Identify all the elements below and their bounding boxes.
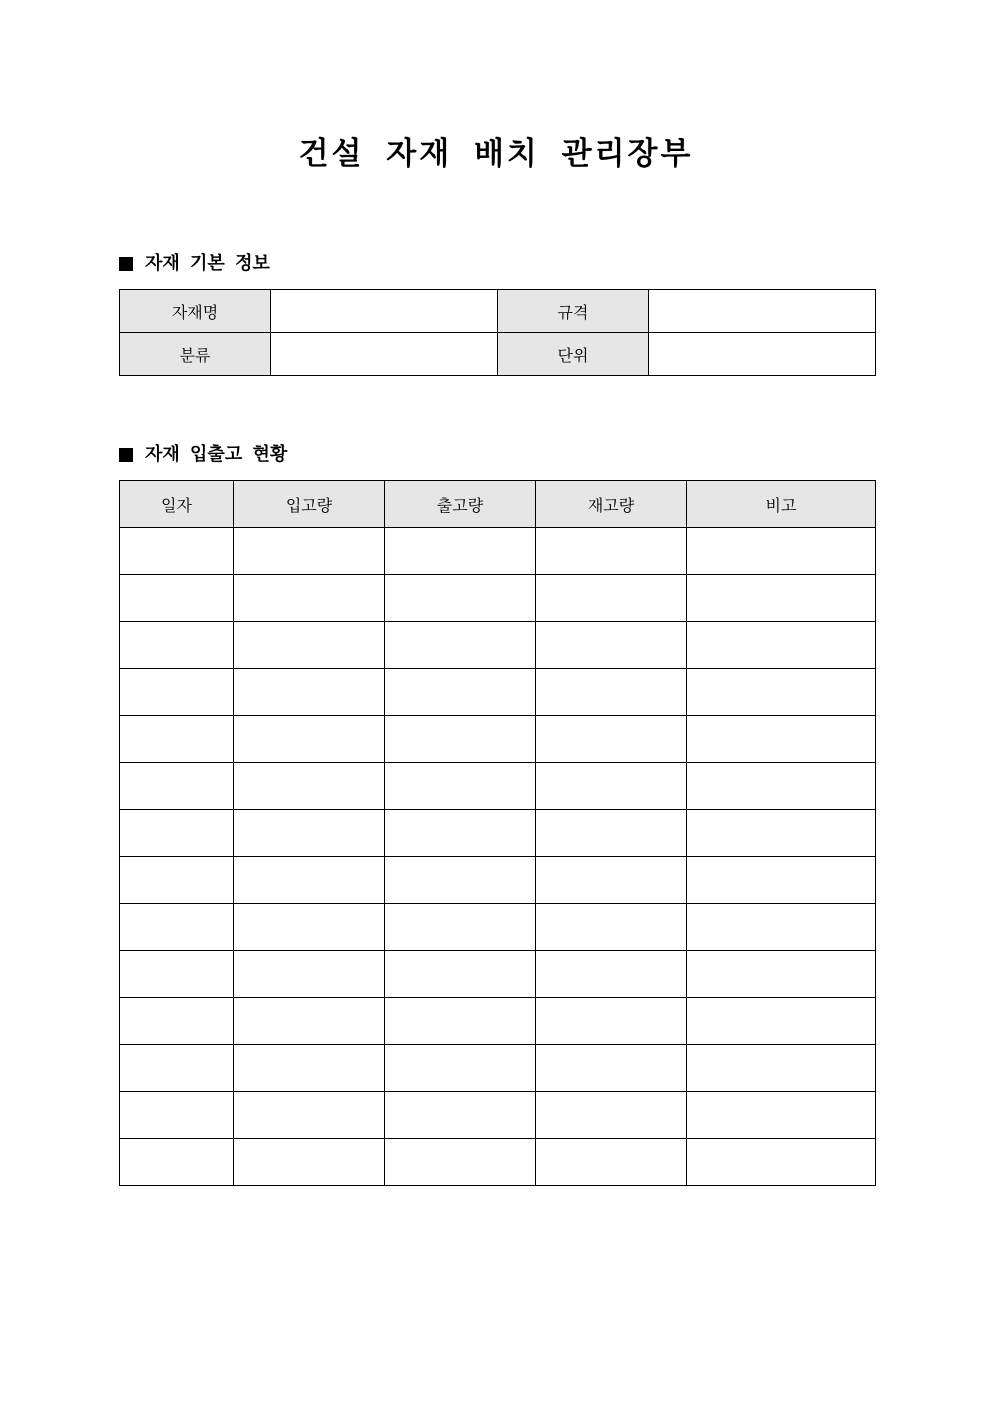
issued-cell[interactable]: [385, 763, 536, 810]
received-cell[interactable]: [234, 669, 385, 716]
issued-cell[interactable]: [385, 1092, 536, 1139]
table-row: [120, 716, 876, 763]
column-header-received: 입고량: [234, 481, 385, 528]
issued-cell[interactable]: [385, 575, 536, 622]
remarks-cell[interactable]: [687, 716, 876, 763]
remarks-cell[interactable]: [687, 1139, 876, 1186]
stock-cell[interactable]: [536, 763, 687, 810]
received-cell[interactable]: [234, 622, 385, 669]
table-row: [120, 1045, 876, 1092]
table-row: [120, 763, 876, 810]
stock-cell[interactable]: [536, 575, 687, 622]
remarks-cell[interactable]: [687, 1045, 876, 1092]
unit-field[interactable]: [649, 333, 876, 376]
table-header-row: [120, 481, 876, 528]
table-row: [120, 1139, 876, 1186]
stock-cell[interactable]: [536, 951, 687, 998]
stock-cell[interactable]: [536, 1092, 687, 1139]
date-cell[interactable]: [120, 528, 234, 575]
remarks-cell[interactable]: [687, 857, 876, 904]
date-cell[interactable]: [120, 810, 234, 857]
received-cell[interactable]: [234, 1045, 385, 1092]
received-cell[interactable]: [234, 857, 385, 904]
square-bullet-icon: [119, 257, 133, 271]
table-row: [120, 857, 876, 904]
inout-status-table: [119, 480, 876, 1186]
stock-cell[interactable]: [536, 669, 687, 716]
remarks-cell[interactable]: [687, 904, 876, 951]
column-header-date: 일자: [120, 481, 234, 528]
column-header-remarks: 비고: [687, 481, 876, 528]
table-row: [120, 575, 876, 622]
issued-cell[interactable]: [385, 1045, 536, 1092]
issued-cell[interactable]: [385, 998, 536, 1045]
remarks-cell[interactable]: [687, 575, 876, 622]
label-category: 분류: [120, 333, 271, 376]
issued-cell[interactable]: [385, 669, 536, 716]
table-row: [120, 290, 876, 333]
section-heading-label: 자재 입출고 현황: [145, 444, 288, 465]
remarks-cell[interactable]: [687, 998, 876, 1045]
remarks-cell[interactable]: [687, 1092, 876, 1139]
page-title: 건설 자재 배치 관리장부: [298, 136, 694, 172]
date-cell[interactable]: [120, 904, 234, 951]
stock-cell[interactable]: [536, 998, 687, 1045]
issued-cell[interactable]: [385, 1139, 536, 1186]
table-row: [120, 333, 876, 376]
specification-field[interactable]: [649, 290, 876, 333]
remarks-cell[interactable]: [687, 810, 876, 857]
received-cell[interactable]: [234, 716, 385, 763]
issued-cell[interactable]: [385, 857, 536, 904]
issued-cell[interactable]: [385, 622, 536, 669]
date-cell[interactable]: [120, 951, 234, 998]
date-cell[interactable]: [120, 1139, 234, 1186]
remarks-cell[interactable]: [687, 622, 876, 669]
date-cell[interactable]: [120, 857, 234, 904]
remarks-cell[interactable]: [687, 763, 876, 810]
material-name-field[interactable]: [271, 290, 498, 333]
category-field[interactable]: [271, 333, 498, 376]
received-cell[interactable]: [234, 528, 385, 575]
stock-cell[interactable]: [536, 528, 687, 575]
date-cell[interactable]: [120, 622, 234, 669]
date-cell[interactable]: [120, 1092, 234, 1139]
stock-cell[interactable]: [536, 904, 687, 951]
received-cell[interactable]: [234, 951, 385, 998]
received-cell[interactable]: [234, 998, 385, 1045]
date-cell[interactable]: [120, 575, 234, 622]
section-heading-basic-info: [119, 252, 270, 276]
stock-cell[interactable]: [536, 1139, 687, 1186]
section-heading-inout-status: [119, 443, 287, 467]
date-cell[interactable]: [120, 669, 234, 716]
received-cell[interactable]: [234, 575, 385, 622]
received-cell[interactable]: [234, 1139, 385, 1186]
stock-cell[interactable]: [536, 1045, 687, 1092]
issued-cell[interactable]: [385, 528, 536, 575]
stock-cell[interactable]: [536, 810, 687, 857]
square-bullet-icon: [119, 448, 133, 462]
issued-cell[interactable]: [385, 951, 536, 998]
stock-cell[interactable]: [536, 857, 687, 904]
issued-cell[interactable]: [385, 810, 536, 857]
received-cell[interactable]: [234, 1092, 385, 1139]
received-cell[interactable]: [234, 904, 385, 951]
received-cell[interactable]: [234, 763, 385, 810]
table-row: [120, 528, 876, 575]
table-row: [120, 998, 876, 1045]
table-row: [120, 1092, 876, 1139]
issued-cell[interactable]: [385, 716, 536, 763]
table-row: [120, 951, 876, 998]
table-row: [120, 669, 876, 716]
column-header-issued: 출고량: [385, 481, 536, 528]
received-cell[interactable]: [234, 810, 385, 857]
stock-cell[interactable]: [536, 622, 687, 669]
remarks-cell[interactable]: [687, 669, 876, 716]
date-cell[interactable]: [120, 998, 234, 1045]
table-row: [120, 622, 876, 669]
date-cell[interactable]: [120, 763, 234, 810]
issued-cell[interactable]: [385, 904, 536, 951]
label-material-name: 자재명: [120, 290, 271, 333]
section-heading-label: 자재 기본 정보: [145, 253, 270, 274]
remarks-cell[interactable]: [687, 528, 876, 575]
basic-info-table: [119, 289, 876, 376]
label-unit: 단위: [498, 333, 649, 376]
table-row: [120, 810, 876, 857]
stock-cell[interactable]: [536, 716, 687, 763]
remarks-cell[interactable]: [687, 951, 876, 998]
date-cell[interactable]: [120, 1045, 234, 1092]
label-specification: 규격: [498, 290, 649, 333]
date-cell[interactable]: [120, 716, 234, 763]
column-header-stock: 재고량: [536, 481, 687, 528]
table-row: [120, 904, 876, 951]
